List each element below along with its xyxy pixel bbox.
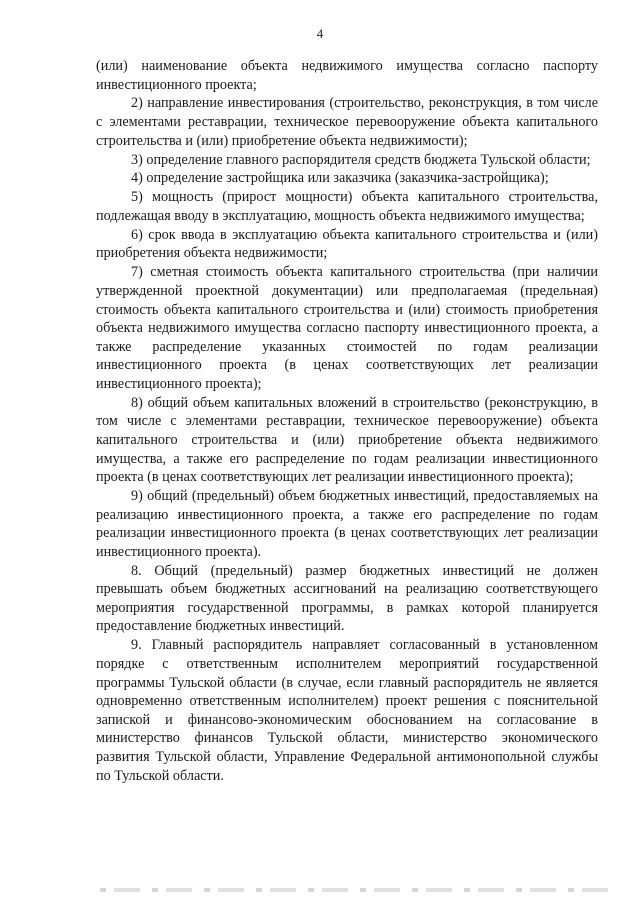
page-number: 4 — [316, 26, 324, 41]
list-item-4: 4) определение застройщика или заказчика (заказчика-застройщика); — [131, 170, 549, 187]
list-item-3: 3) определение главного распорядителя средств бюджета Тульской области; — [131, 151, 591, 168]
list-item-9: 9) общий (предельный) объем бюджетных инвестиций, предоставляемых на реализацию инвестиционного проекта, а также его распределение по годам реализации инвестиционного проекта (в ценах соответствующих лет реализации инвестиционного проекта). — [96, 488, 598, 560]
clause-8: 8. Общий (предельный) размер бюджетных инвестиций не должен превышать объем бюджетных ассигнований на реализацию соответствующего мероприятия государственной программы, в рамках которой планируется предоставление бюджетных инвестиций. — [96, 562, 598, 635]
scan-artifact-line — [100, 888, 620, 892]
list-item-8: 8) общий объем капитальных вложений в строительство (реконструкцию, в том числе с элементами реставрации, техническое перевооружение) объекта капитального строительства и (или) приобретение объекта недвижимого имущества, а также его распределение по годам реализации инвестиционного проекта (в ценах соответствующих лет реализации инвестиционного проекта); — [96, 394, 598, 486]
document-body — [96, 57, 598, 785]
list-item-7: 7) сметная стоимость объекта капитального строительства (при наличии утвержденной проектной документации) или предполагаемая (предельная) стоимость объекта капитального строительства и (или) стоимость приобретения объекта недвижимого имущества согласно паспорту инвестиционного проекта, а также распределение указанных стоимостей по годам реализации инвестиционного проекта (в ценах соответствующих лет реализации инвестиционного проекта); — [96, 264, 598, 392]
list-item-2: 2) направление инвестирования (строительство, реконструкция, в том числе с элементами реставрации, техническое перевооружение объекта капитального строительства и (или) приобретение объекта недвижимости); — [96, 95, 598, 149]
list-item-6: 6) срок ввода в эксплуатацию объекта капитального строительства и (или) приобретения объекта недвижимости; — [96, 226, 598, 262]
list-item-5: 5) мощность (прирост мощности) объекта капитального строительства, подлежащая вводу в эксплуатацию, мощность объекта недвижимого имущества; — [96, 189, 598, 224]
clause-9: 9. Главный распорядитель направляет согласованный в установленном порядке с ответственным исполнителем мероприятий государственной программы Тульской области (в случае, если главный распорядитель не является одновременно ответственным исполнителем) проект решения с пояснительной запиской и финансово-экономическим обоснованием на согласование в министерство финансов Тульской области, министерство экономического развития Тульской области, Управление Федеральной антимонопольной службы по Тульской области. — [96, 637, 598, 784]
paragraph-continuation: (или) наименование объекта недвижимого имущества согласно паспорту инвестиционного проекта; — [96, 58, 598, 93]
